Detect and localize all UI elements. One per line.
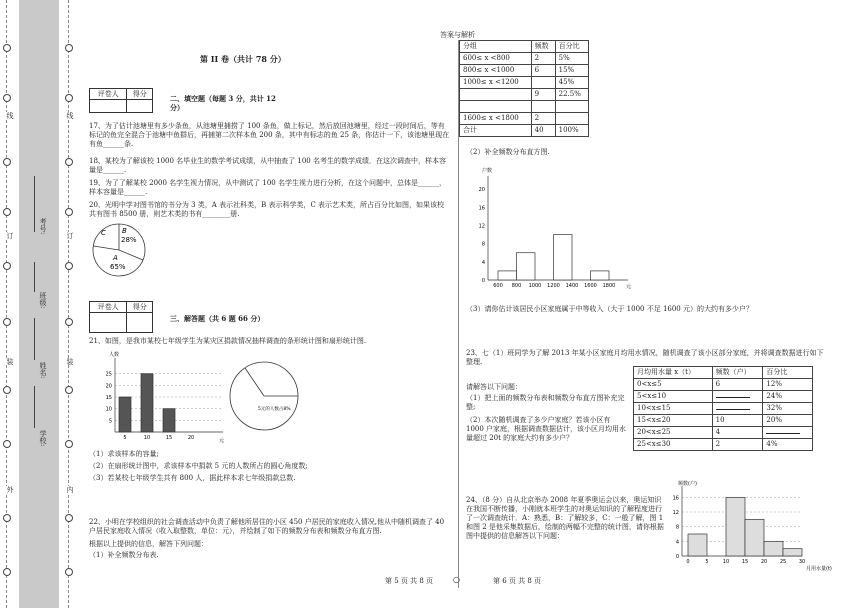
class-line <box>34 262 35 292</box>
q23-ask: 请解答以下问题： <box>466 383 522 391</box>
q22-cell: 45% <box>555 77 588 89</box>
bar <box>141 374 153 432</box>
q22-cell[interactable] <box>531 101 555 113</box>
margin-bind-char: 订 <box>66 232 74 239</box>
hole-marker <box>65 158 73 166</box>
q21-pie-chart <box>228 358 304 434</box>
margin-line-char: 线 <box>6 112 14 119</box>
q23-cell: 4 <box>712 427 763 439</box>
q22-cell: 1600≤ x <1800 <box>460 113 532 125</box>
q22-xlabel: 元 <box>626 284 632 290</box>
q22-cell: 100% <box>555 125 588 137</box>
hole-marker <box>3 262 11 270</box>
exam-no-label: 考号: <box>39 218 47 235</box>
q22-cell: 15% <box>555 65 588 77</box>
q23-row <box>634 415 813 427</box>
q23-header-row <box>634 367 813 379</box>
q20-pie-chart <box>89 220 153 280</box>
q22-cell: 800≤ x <1000 <box>460 65 532 77</box>
x-tick-label: 20 <box>760 559 768 565</box>
margin-bind-char: 订 <box>6 232 14 239</box>
bar <box>726 497 745 556</box>
q23-cell[interactable] <box>712 391 763 403</box>
x-tick-label: 5 <box>705 559 709 565</box>
grader-cell: 评卷人 <box>90 89 127 100</box>
x-tick-label: 1400 <box>565 283 579 289</box>
q22-frequency-table <box>459 40 589 137</box>
header-answers: 答案与解析 <box>440 31 475 39</box>
hole-marker <box>3 440 11 448</box>
bar <box>517 253 536 280</box>
score-cell: 得分 <box>127 89 153 100</box>
q23-frequency-table <box>633 366 813 451</box>
q24-histogram <box>664 478 844 574</box>
q22-sub-2: （2）补全频数分布直方图. <box>466 148 550 156</box>
name-line <box>34 318 35 360</box>
x-tick-label: 600 <box>493 283 503 289</box>
q23-row <box>634 439 813 451</box>
grader-input[interactable] <box>90 313 127 333</box>
q22-row <box>460 65 589 77</box>
margin-fold-char: 装 <box>66 358 74 365</box>
q22-header-cell: 百分比 <box>555 41 588 53</box>
margin-line-char: 线 <box>66 112 74 119</box>
q21-ylabel: 人数 <box>109 352 120 358</box>
q23-cell: 15<x≤20 <box>634 415 713 427</box>
q23-sub-2: （2）本次随机调查了多少户家庭？若该小区有 1000 户家庭，根据调查数据估计，该小区月均用水量超过 20t 的家庭大约有多少户？ <box>466 416 627 442</box>
hole-marker <box>65 386 73 394</box>
q23-cell: 6 <box>712 379 763 391</box>
q22-cell[interactable] <box>460 89 532 101</box>
q22-cell: 6 <box>531 65 555 77</box>
hole-marker <box>65 568 73 576</box>
hole-marker <box>3 94 11 102</box>
x-tick-label: 800 <box>511 283 522 289</box>
hole-marker <box>65 440 73 448</box>
grader-input[interactable] <box>90 100 127 113</box>
score-box <box>89 88 153 113</box>
q21-pie-label: 5元的人数占8% <box>258 407 291 412</box>
y-tick-label: 0 <box>481 278 485 284</box>
y-tick-label: 0 <box>675 554 679 560</box>
hole-marker <box>3 318 11 326</box>
q22-cell[interactable] <box>531 77 555 89</box>
x-tick-label: 30 <box>798 559 806 565</box>
pie-pct-a: 65% <box>110 263 126 271</box>
q23-cell: 32% <box>763 403 813 415</box>
bar <box>745 519 764 556</box>
q21-sub-3: （3）若某校七年级学生共有 800 人，据此样本求七年级捐款总数. <box>89 474 296 482</box>
bar <box>764 541 783 556</box>
pie-label-a: A <box>113 254 118 262</box>
hole-marker <box>3 568 11 576</box>
q22-cell: 合计 <box>460 125 532 137</box>
pie-label-c: C <box>101 229 106 237</box>
x-tick-label: 20 <box>187 435 195 441</box>
bar <box>554 235 573 280</box>
score-input[interactable] <box>127 100 153 113</box>
bar <box>163 409 175 432</box>
question-24: 24、（8 分）自从北京举办 2008 年夏季奥运会以来，奥运知识在我国不断传播，小刚就本班学生的对奥运知识的了解程度进行了一次调查统计．A：熟悉，B：了解较多，C：一般了解，图 1 和图 2 是他采集数据后，绘制的两幅不完整的统计图，请你根据图中提供的信息解答以下问题： <box>466 496 664 540</box>
section-fill-blank: 二、填空题（每题 3 分，共计 12 分） <box>170 94 276 112</box>
question-21: 21、如图，是我市某校七年级学生为某灾区捐款情况抽样调查的条形统计图和扇形统计图. <box>89 337 367 345</box>
q22-instruction: 根据以上提供的信息，解答下列问题： <box>89 540 208 548</box>
school-line <box>34 386 35 428</box>
question-17: 17、为了估计池塘里有多少条鱼，从池塘里捕捞了 100 条鱼，做上标记，然后放回池塘里，经过一段时间后，等有标记的鱼完全混合于池塘中鱼群后，再捕第二次样本鱼 200 条，其中有标志的鱼 25 条，你估计一下，该池塘里现在有鱼______条. <box>89 122 450 148</box>
y-tick-label: 20 <box>478 187 485 194</box>
q22-cell: 2 <box>531 53 555 65</box>
q23-header-cell: 频数（户） <box>712 367 763 379</box>
bar <box>119 397 131 432</box>
exam-no-line <box>34 176 35 232</box>
y-tick-label: 12 <box>478 223 485 230</box>
q22-row <box>460 113 589 125</box>
x-tick-label: 1000 <box>528 283 542 289</box>
bar <box>688 534 707 556</box>
hole-marker <box>3 44 11 52</box>
y-tick-label: 20 <box>105 383 112 390</box>
q22-row <box>460 125 589 137</box>
section-answer: 三、解答题（共 6 题 66 分） <box>170 314 265 323</box>
q22-cell[interactable] <box>460 101 532 113</box>
q23-cell: 10 <box>712 415 763 427</box>
q22-cell: 40 <box>531 125 555 137</box>
x-tick-label: 1600 <box>584 283 597 289</box>
q23-row <box>634 391 813 403</box>
name-label: 姓名: <box>39 362 47 379</box>
q23-cell: 20<x≤25 <box>634 427 713 439</box>
q22-cell[interactable] <box>555 101 588 113</box>
y-tick-label: 4 <box>675 539 679 546</box>
q22-cell: 5% <box>555 53 588 65</box>
q22-header-row <box>460 41 589 53</box>
page-footer-right: 第 6 页 共 8 页 <box>493 577 542 585</box>
hole-marker <box>3 208 11 216</box>
hole-marker <box>65 318 73 326</box>
q22-ylabel: 户数 <box>482 168 493 174</box>
score-input[interactable] <box>127 313 153 333</box>
q23-cell: 4% <box>763 439 813 451</box>
q22-row <box>460 101 589 113</box>
q21-bar-chart <box>89 348 229 444</box>
q21-sub-1: （1）求该样本的容量; <box>89 450 159 458</box>
y-tick-label: 16 <box>672 495 679 502</box>
q22-cell: 600≤ x <800 <box>460 53 532 65</box>
q23-row <box>634 379 813 391</box>
question-19: 19、为了了解某校 2000 名学生视力情况，从中测试了 100 名学生视力进行分析，在这个问题中，总体是______，样本容量是______. <box>89 179 446 196</box>
q21-xunit: 元 <box>219 438 225 444</box>
q23-cell: 24% <box>763 391 813 403</box>
y-tick-label: 10 <box>105 406 112 413</box>
q22-sub-3: （3）请你估计该居民小区家庭属于中等收入（大于 1000 不足 1600 元）的大约有多少户？ <box>466 305 753 313</box>
center-circle-icon: ○ <box>453 575 460 584</box>
margin-inner-char: 内 <box>66 486 74 493</box>
x-tick-label: 1200 <box>547 283 560 289</box>
hole-marker <box>3 514 11 522</box>
x-tick-label: 25 <box>779 559 787 565</box>
margin-outer-char: 外 <box>6 486 14 493</box>
hole-marker <box>65 94 73 102</box>
x-tick-label: 5 <box>123 435 127 441</box>
y-tick-label: 8 <box>675 524 679 531</box>
school-label: 学校: <box>39 430 47 447</box>
q22-sub-1: （1）补全频数分布表. <box>89 551 159 559</box>
q23-cell: 5<x≤10 <box>634 391 713 403</box>
bar <box>498 271 517 280</box>
y-tick-label: 5 <box>108 418 112 425</box>
pie-pct-b: 28% <box>121 236 137 244</box>
q22-cell: 1000≤ x <1200 <box>460 77 532 89</box>
q23-sub-1: （1）把上面的频数分布表和频数分布直方图补充完整; <box>466 394 625 411</box>
grader-cell: 评卷人 <box>90 302 127 313</box>
hole-marker <box>65 262 73 270</box>
hole-marker <box>3 158 11 166</box>
hole-marker <box>3 386 11 394</box>
q22-row <box>460 77 589 89</box>
q23-cell: 0<x≤5 <box>634 379 713 391</box>
y-tick-label: 25 <box>105 371 112 378</box>
q22-cell: 2 <box>531 113 555 125</box>
y-tick-label: 8 <box>481 241 485 248</box>
hole-marker <box>65 44 73 52</box>
q22-histogram <box>466 162 636 292</box>
binding-margin <box>0 0 80 608</box>
y-tick-label: 12 <box>672 510 679 516</box>
q22-header-cell: 分组 <box>460 41 532 53</box>
q22-cell: 9 <box>531 89 555 101</box>
x-tick-label: 15 <box>165 435 173 441</box>
x-tick-label: 1800 <box>602 283 616 289</box>
q23-row <box>634 403 813 415</box>
q23-cell[interactable] <box>763 427 813 439</box>
q23-cell: 20% <box>763 415 813 427</box>
x-tick-label: 10 <box>722 559 730 565</box>
q23-header-cell: 月均用水量 x（t） <box>634 367 713 379</box>
q24-ylabel: 频数(户) <box>678 481 697 487</box>
q23-cell: 12% <box>763 379 813 391</box>
q23-cell: 2 <box>712 439 763 451</box>
bar <box>783 549 802 556</box>
q23-header-cell: 百分比 <box>763 367 813 379</box>
class-label: 班级: <box>39 292 47 309</box>
q22-row <box>460 89 589 101</box>
pie-label-b: B <box>122 227 127 235</box>
y-tick-label: 15 <box>105 395 112 401</box>
x-tick-label: 15 <box>741 559 749 565</box>
question-18: 18、某校为了解该校 1000 名毕业生的数学考试成绩，从中抽查了 100 名考生的数学成绩．在这次调查中，样本容量是______. <box>89 157 446 174</box>
q23-row <box>634 427 813 439</box>
q23-cell[interactable] <box>712 403 763 415</box>
q24-xlabel: 月用水量(t) <box>806 566 832 572</box>
x-tick-label: 0 <box>686 559 690 565</box>
question-22: 22、小明在学校组织的社会调查活动中负责了解他所居住的小区 450 户居民的家庭收入情况,他从中随机调查了 40 户居民家庭收入情况（收入取整数，单位：元），并绘制了如下的频数分布表和频数分布直方图. <box>89 518 445 535</box>
y-tick-label: 4 <box>481 259 485 266</box>
q22-row <box>460 53 589 65</box>
page-footer-left: 第 5 页 共 8 页 <box>385 577 434 585</box>
score-cell: 得分 <box>127 302 153 313</box>
margin-fold-char: 装 <box>6 358 14 365</box>
y-tick-label: 16 <box>478 205 485 212</box>
q22-cell[interactable] <box>555 113 588 125</box>
question-23: 23、七（1）班同学为了解 2013 年某小区家庭月均用水情况，随机调查了该小区部分家庭，并将调查数据进行如下整理. <box>466 349 824 366</box>
part-title: 第 II 卷（共计 78 分） <box>200 54 286 64</box>
q22-cell: 22.5% <box>555 89 588 101</box>
q23-cell: 25<x≤30 <box>634 439 713 451</box>
bar <box>591 271 610 280</box>
q23-cell: 10<x≤15 <box>634 403 713 415</box>
hole-marker <box>65 208 73 216</box>
x-tick-label: 10 <box>143 435 151 441</box>
q21-sub-2: （2）在扇形统计图中，求该样本中捐款 5 元的人数所占的圆心角度数; <box>89 462 308 470</box>
hole-marker <box>65 514 73 522</box>
question-20: 20、光明中学对图书馆的书分为 3 类，A 表示社科类，B 表示科学类，C 表示艺术类，所占百分比如图，如果该校共有图书 8500 册，则艺术类的书有________册. <box>89 201 445 218</box>
q22-header-cell: 频数 <box>531 41 555 53</box>
score-box <box>89 301 153 333</box>
